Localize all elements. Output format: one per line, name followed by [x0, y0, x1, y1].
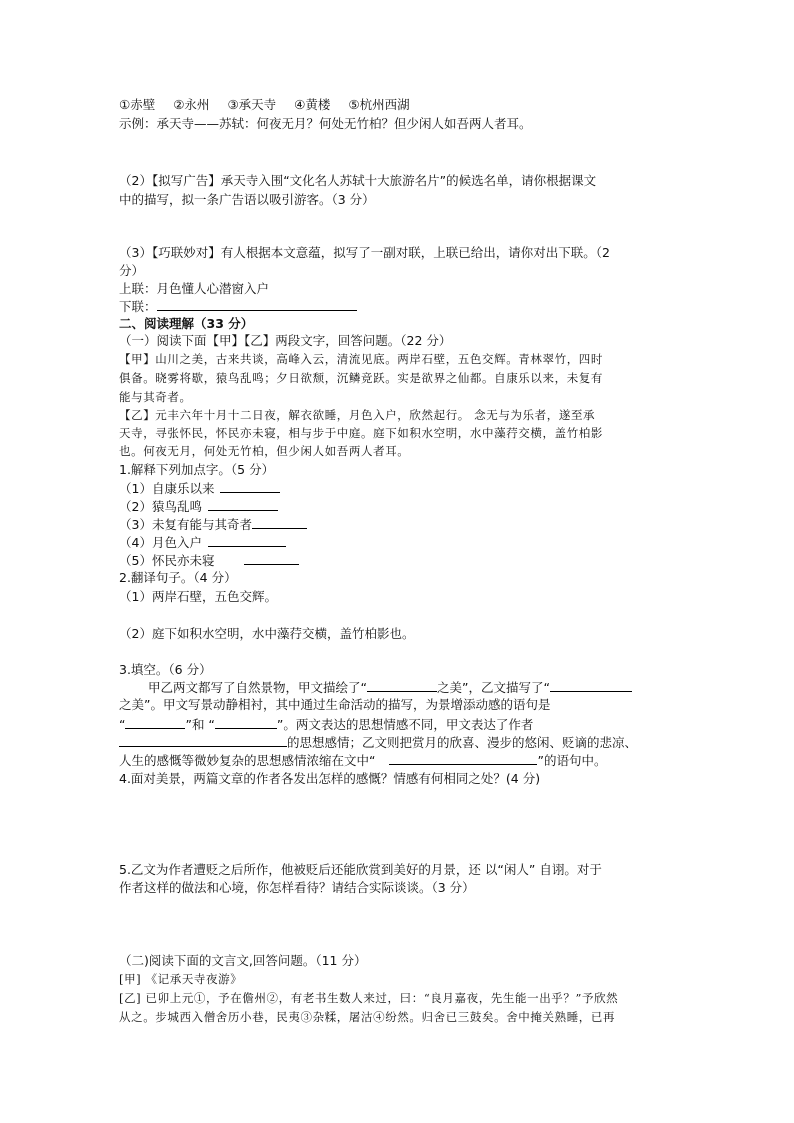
q3f-blank[interactable] — [550, 679, 632, 692]
passage-yi-line: 【乙】元丰六年十月十二日夜，解衣欲睡，月色入户，欣然起行。 念无与为乐者，遂至承 — [119, 408, 596, 422]
place-1: ①赤壁 — [119, 97, 156, 112]
q1-answer-blank[interactable] — [208, 534, 286, 547]
q1-item-text: （5）怀民亦未寝 — [119, 553, 215, 568]
q2t-sentence-1: （1）两岸石壁，五色交辉。 — [119, 589, 277, 604]
q2-line1: （2）【拟写广告】承天寺入围“文化名人苏轼十大旅游名片”的候选名单，请你根据课文 — [119, 173, 597, 188]
part2-yi-line: [乙] 已卯上元①，予在儋州②，有老书生数人来过，曰：“良月嘉夜，先生能一出乎？”予欣然 — [119, 991, 619, 1005]
q3f-text: 人生的感慨等微妙复杂的思想感情浓缩在文中“ — [119, 753, 376, 768]
q2t-sentence-2: （2）庭下如积水空明，水中藻荇交横，盖竹柏影也。 — [119, 626, 415, 641]
q3f-text: “ — [119, 717, 126, 732]
part2-jia: [甲] 《记承天寺夜游》 — [119, 972, 243, 986]
q3f-blank[interactable] — [125, 716, 185, 729]
q3f-text: 之美”，乙文描写了“ — [436, 680, 550, 695]
subsection-1-title: （一）阅读下面【甲】【乙】两段文字，回答问题。（22 分） — [119, 333, 452, 348]
q3f-text: ”的语句中。 — [537, 753, 607, 768]
q4-text: 4.面对美景，两篇文章的作者各发出怎样的感慨？情感有何相同之处？(4 分) — [119, 771, 541, 786]
q1-answer-blank[interactable] — [244, 552, 299, 565]
place-5: ⑤杭州西湖 — [348, 97, 410, 112]
part2-title: （二)阅读下面的文言文,回答问题。（11 分） — [119, 953, 367, 968]
passage-jia-line: 【甲】山川之美，古来共谈，高峰入云，清流见底。两岸石壁，五色交辉。青林翠竹，四时 — [119, 352, 603, 366]
q3f-line-d — [119, 734, 637, 751]
q5-line2: 作者这样的做法和心境，你怎样看待？请结合实际谈谈。（3 分） — [119, 880, 475, 895]
q3f-line-c — [119, 716, 533, 733]
q3f-blank[interactable] — [367, 679, 437, 692]
q1-item-text: （1）自康乐以来 — [119, 481, 215, 496]
q1-item — [119, 498, 278, 515]
place-4: ④黄楼 — [294, 97, 331, 112]
place-2: ②永州 — [173, 97, 210, 112]
couplet-lower-label: 下联： — [119, 299, 157, 314]
example-line: 示例：承天寺——苏轼：何夜无月？何处无竹柏？但少闲人如吾两人者耳。 — [119, 116, 532, 131]
passage-yi-line: 天寺，寻张怀民，怀民亦未寝，相与步于中庭。庭下如积水空明，水中藻荇交横，盖竹柏影 — [119, 426, 603, 440]
q3f-text: 的思想感情；乙文则把赏月的欣喜、漫步的悠闲、贬谪的悲凉、 — [287, 735, 638, 750]
q3f-text: ”和 “ — [185, 717, 215, 732]
passage-jia-line: 能与其奇者。 — [119, 390, 192, 404]
q1-item — [119, 516, 307, 533]
q3f-blank[interactable] — [389, 752, 537, 765]
q3f-line-b: 之美”。甲文写景动静相衬，其中通过生命活动的描写，为景增添动感的语句是 — [119, 697, 551, 712]
q1-answer-blank[interactable] — [208, 498, 278, 511]
q1-item — [119, 534, 286, 551]
q3f-blank[interactable] — [215, 716, 277, 729]
q5-line1: 5.乙文为作者遭贬之后所作，他被贬后还能欣赏到美好的月景，还 以“闲人” 自诩。对于 — [119, 862, 602, 877]
q2t-title: 2.翻译句子。（4 分） — [119, 570, 237, 585]
couplet-upper: 上联：月色懂人心潜窗入户 — [119, 281, 270, 296]
places-list — [119, 97, 410, 113]
part2-yi-line: 从之。步城西入僧舍历小巷，民夷③杂糅，屠沽④纷然。归舍已三鼓矣。舍中掩关熟睡，已再 — [119, 1010, 616, 1024]
q1-item — [119, 552, 299, 569]
section-title: 二、阅读理解（33 分） — [119, 316, 254, 331]
q1-answer-blank[interactable] — [252, 516, 307, 529]
q3f-line-e — [119, 752, 606, 769]
q1-item-text: （4）月色入户 — [119, 535, 202, 550]
q3-line2: 分） — [119, 263, 145, 278]
q3f-title: 3.填空。（6 分） — [119, 662, 212, 677]
passage-yi-line: 也。何夜无月，何处无竹柏，但少闲人如吾两人者耳。 — [119, 444, 410, 458]
q3f-text: 甲乙两文都写了自然景物，甲文描绘了“ — [148, 680, 367, 695]
q3-line1: （3）【巧联妙对】有人根据本文意蕴，拟写了一副对联，上联已给出，请你对出下联。（2 — [119, 245, 610, 260]
q1-item — [119, 480, 280, 497]
place-3: ③承天寺 — [227, 97, 277, 112]
q1-title: 1.解释下列加点字。（5 分） — [119, 462, 275, 477]
couplet-lower-row — [119, 298, 357, 315]
passage-jia-line: 俱备。晓雾将歇，猿鸟乱鸣；夕日欲颓，沉鳞竞跃。实是欲界之仙都。自康乐以来，未复有 — [119, 371, 603, 385]
q2-line2: 中的描写，拟一条广告语以吸引游客。（3 分） — [119, 192, 375, 207]
q1-item-text: （3）未复有能与其奇者 — [119, 517, 252, 532]
q3f-blank[interactable] — [119, 734, 287, 747]
q3f-text: ”。两文表达的思想情感不同，甲文表达了作者 — [276, 717, 534, 732]
q1-answer-blank[interactable] — [220, 480, 280, 493]
q3f-line-a — [148, 679, 632, 696]
q1-item-text: （2）猿鸟乱鸣 — [119, 499, 202, 514]
couplet-answer-blank[interactable] — [157, 298, 357, 311]
